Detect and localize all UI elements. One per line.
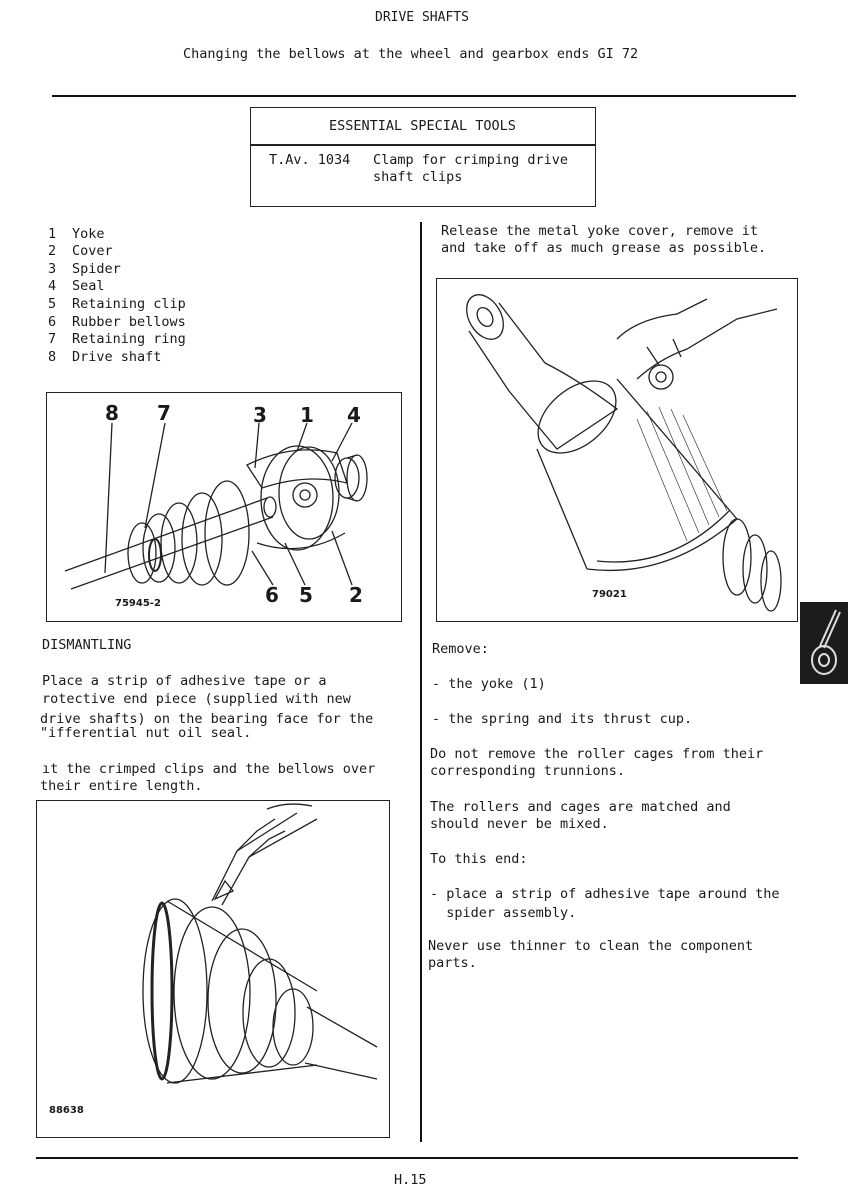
list-item: 6 Rubber bellows [48, 314, 186, 330]
remove-label: Remove: [432, 641, 489, 657]
callout-1: 1 [300, 403, 314, 427]
callout-7: 7 [157, 401, 171, 425]
tools-box-divider [251, 144, 595, 146]
bellows-cutting-drawing [37, 801, 389, 1137]
list-item: 7 Retaining ring [48, 331, 186, 347]
drive-shaft-thumb-tab-icon [800, 602, 848, 684]
callout-4: 4 [347, 403, 361, 427]
tool-description-2: shaft clips [373, 169, 463, 185]
list-item: 5 Retaining clip [48, 296, 186, 312]
tool-code: T.Av. 1034 [269, 152, 351, 168]
footer-rule [36, 1157, 798, 1159]
right-paragraph-5-line-1: Never use thinner to clean the component [428, 938, 754, 954]
right-paragraph-3-line-2: should never be mixed. [430, 816, 609, 832]
dismantling-heading: DISMANTLING [42, 637, 132, 653]
right-paragraph-1-line-1: Release the metal yoke cover, remove it [441, 223, 758, 239]
callout-2: 2 [349, 583, 363, 607]
right-paragraph-5-line-2: parts. [428, 955, 477, 971]
callout-6: 6 [265, 583, 279, 607]
special-tools-title: ESSENTIAL SPECIAL TOOLS [329, 118, 516, 134]
right-paragraph-2-line-1: Do not remove the roller cages from their [430, 746, 764, 762]
joint-exploded-figure [46, 392, 402, 622]
tape-instruction-line-1: - place a strip of adhesive tape around the [430, 886, 780, 902]
callout-3: 3 [253, 403, 267, 427]
left-paragraph-1-line-4: "ifferential nut oil seal. [40, 725, 252, 741]
left-paragraph-1-line-3: drive shafts) on the bearing face for the [40, 711, 374, 727]
right-paragraph-1-line-2: and take off as much grease as possible. [441, 240, 767, 256]
header-rule [52, 95, 796, 97]
figure-reference: 79021 [592, 589, 627, 600]
yoke-cover-removal-figure [436, 278, 798, 622]
left-paragraph-1-line-1: Place a strip of adhesive tape or a [42, 673, 327, 689]
bellows-cutting-figure [36, 800, 390, 1138]
column-divider [420, 222, 422, 1142]
special-tools-box [250, 107, 596, 207]
callout-8: 8 [105, 401, 119, 425]
tape-instruction-line-2: spider assembly. [430, 905, 577, 921]
left-paragraph-2-line-2: their entire length. [40, 778, 203, 794]
callout-5: 5 [299, 583, 313, 607]
list-item: 8 Drive shaft [48, 349, 162, 365]
figure-reference: 75945-2 [115, 598, 161, 609]
tool-description-1: Clamp for crimping drive [373, 152, 569, 168]
remove-item-spring: - the spring and its thrust cup. [432, 711, 693, 727]
section-title: DRIVE SHAFTS [375, 10, 469, 25]
joint-exploded-drawing [47, 393, 401, 621]
page-subtitle: Changing the bellows at the wheel and gearbox ends GI 72 [183, 46, 639, 62]
list-item: 3 Spider [48, 261, 121, 277]
figure-reference: 88638 [49, 1105, 84, 1116]
to-this-end: To this end: [430, 851, 528, 867]
left-paragraph-1-line-2: rotective end piece (supplied with new [42, 691, 351, 707]
right-paragraph-2-line-2: corresponding trunnions. [430, 763, 626, 779]
left-paragraph-2-line-1: ıt the crimped clips and the bellows over [42, 761, 376, 777]
list-item: 4 Seal [48, 278, 105, 294]
list-item: 1 Yoke [48, 226, 105, 242]
list-item: 2 Cover [48, 243, 113, 259]
remove-item-yoke: - the yoke (1) [432, 676, 546, 692]
right-paragraph-3-line-1: The rollers and cages are matched and [430, 799, 731, 815]
yoke-cover-removal-drawing [437, 279, 797, 621]
page-number: H.15 [394, 1172, 427, 1188]
